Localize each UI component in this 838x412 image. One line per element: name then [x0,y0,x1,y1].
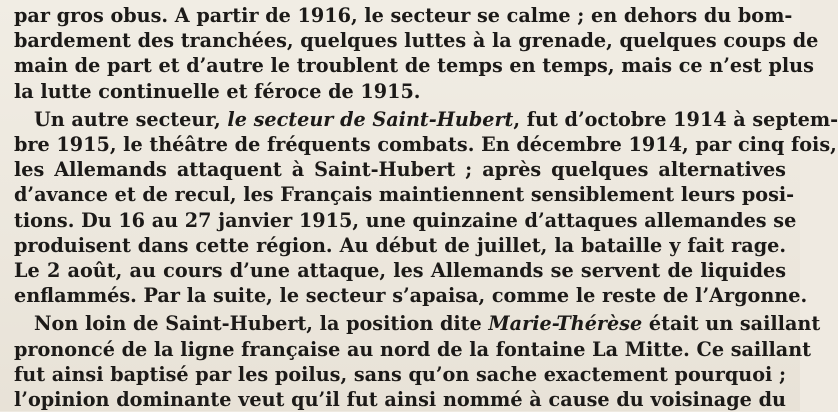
text-line [14,107,838,132]
text-run: tions. Du 16 au 27 janvier 1915, une quinzaine d’attaques allemandes se [14,208,797,232]
text-line [14,53,814,78]
text-line [14,233,786,258]
paragraph [14,3,819,104]
text-run: fut ainsi baptisé par les poilus, sans qu’on sache exactement pourquoi ; [14,362,787,386]
text-run: prononcé de la ligne française au nord de la fontaine La Mitte. Ce saillant [14,337,812,361]
text-line [14,387,786,412]
text-run: bre 1915, le théâtre de fréquents combats. En décembre 1914, par cinq fois, [14,133,837,157]
text-line [14,3,793,28]
text-line [14,258,786,283]
text-line [14,283,808,308]
text-line [14,28,819,53]
text-run: Un autre secteur, [34,107,228,131]
text-run: main de part et d’autre le troublent de temps en temps, mais ce n’est plus [14,54,814,78]
text-run: les Allemands attaquent à Saint-Hubert ; après quelques alternatives [14,158,786,182]
paragraph [14,107,838,309]
text-line [14,311,821,336]
text-run: par gros obus. A partir de 1916, le secteur se calme ; en dehors du bom- [14,4,793,27]
text-line [14,337,812,362]
text-run: la lutte continuelle et féroce de 1915. [14,79,421,103]
text-run: d’avance et de recul, les Français maintiennent sensiblement leurs posi- [14,183,795,207]
italic-text: Marie-Thérèse [488,312,643,336]
text-run: bardement des tranchées, quelques luttes à la grenade, quelques coups de [14,29,819,53]
text-run: était un saillant [642,312,821,336]
text-run: Non loin de Saint-Hubert, la position dite [34,312,489,336]
italic-text: le secteur de Saint-Hubert [227,107,514,131]
text-run: enflammés. Par la suite, le secteur s’apaisa, comme le reste de l’Argonne. [14,284,808,308]
text-line [14,79,786,104]
paragraph [14,311,821,412]
text-run: produisent dans cette région. Au début de juillet, la bataille y fait rage. [14,233,786,257]
text-line [14,157,786,182]
text-run: Le 2 août, au cours d’une attaque, les Allemands se servent de liquides [14,259,786,283]
text-line [14,362,786,387]
text-run: , fut d’octobre 1914 à septem- [513,107,838,131]
text-line [14,132,837,157]
text-run: l’opinion dominante veut qu’il fut ainsi nommé à cause du voisinage du [14,388,786,412]
text-line [14,208,797,233]
text-line [14,182,795,207]
